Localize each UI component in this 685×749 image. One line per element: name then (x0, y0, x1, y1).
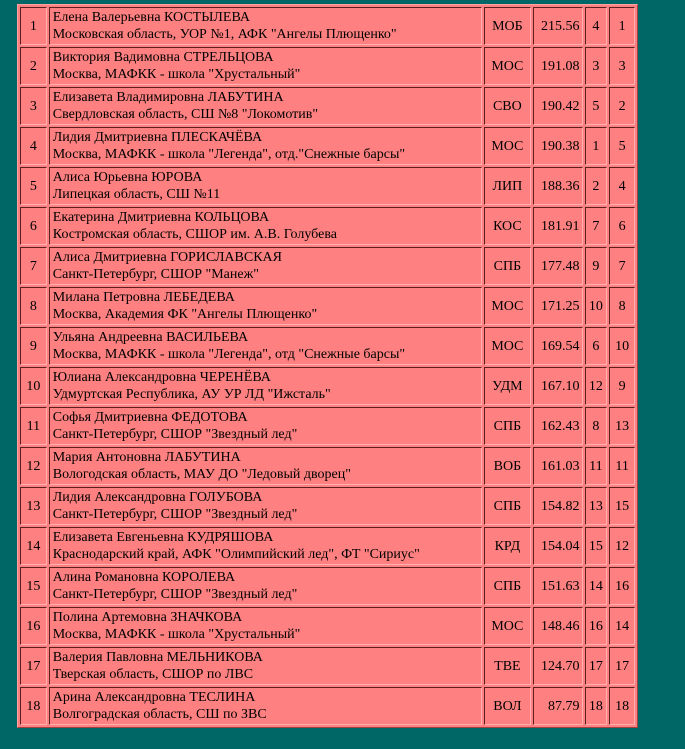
short-program-rank-cell: 6 (585, 327, 608, 365)
athlete-club: Волгоградская область, СШ по ЗВС (52, 707, 267, 722)
athlete-cell (49, 127, 482, 165)
short-program-rank-cell: 7 (585, 207, 608, 245)
free-skate-rank-cell: 1 (609, 7, 635, 45)
table-row (20, 447, 635, 485)
free-skate-rank-cell: 14 (609, 607, 635, 645)
place-cell: 1 (20, 7, 47, 45)
short-program-rank-cell: 3 (585, 47, 608, 85)
total-score-cell: 148.46 (533, 607, 582, 645)
region-cell: КРД (484, 527, 531, 565)
athlete-cell (49, 487, 482, 525)
athlete-club: Санкт-Петербург, СШОР "Звездный лед" (52, 507, 298, 522)
athlete-club: Санкт-Петербург, СШОР "Звездный лед" (52, 587, 298, 602)
athlete-club: Санкт-Петербург, СШОР "Манеж" (52, 267, 259, 282)
place-cell: 5 (20, 167, 47, 205)
region-cell: МОС (484, 327, 531, 365)
table-row (20, 687, 635, 725)
free-skate-rank-cell: 11 (609, 447, 635, 485)
place-cell: 7 (20, 247, 47, 285)
region-cell: ВОБ (484, 447, 531, 485)
region-cell: МОС (484, 287, 531, 325)
free-skate-rank-cell: 9 (609, 367, 635, 405)
total-score-cell: 171.25 (533, 287, 582, 325)
table-row (20, 327, 635, 365)
table-row (20, 527, 635, 565)
short-program-rank-cell: 12 (585, 367, 608, 405)
place-cell: 17 (20, 647, 47, 685)
short-program-rank-cell: 2 (585, 167, 608, 205)
region-cell: СПБ (484, 487, 531, 525)
athlete-cell (49, 207, 482, 245)
athlete-name: Елизавета Евгеньевна КУДРЯШОВА (52, 530, 274, 545)
short-program-rank-cell: 13 (585, 487, 608, 525)
athlete-name: Екатерина Дмитриевна КОЛЬЦОВА (52, 210, 270, 225)
total-score-cell: 151.63 (533, 567, 582, 605)
athlete-cell (49, 7, 482, 45)
athlete-club: Удмуртская Республика, АУ УР ЛД "Ижсталь" (52, 387, 331, 402)
athlete-cell (49, 367, 482, 405)
total-score-cell: 161.03 (533, 447, 582, 485)
free-skate-rank-cell: 5 (609, 127, 635, 165)
total-score-cell: 191.08 (533, 47, 582, 85)
total-score-cell: 154.04 (533, 527, 582, 565)
short-program-rank-cell: 4 (585, 7, 608, 45)
athlete-name: Арина Александровна ТЕСЛИНА (52, 690, 256, 705)
athlete-club: Москва, МАФКК - школа "Легенда", отд."Снежные барсы" (52, 147, 406, 162)
athlete-name: Юлиана Александровна ЧЕРЕНЁВА (52, 370, 271, 385)
table-row (20, 47, 635, 85)
athlete-name: Софья Дмитриевна ФЕДОТОВА (52, 410, 248, 425)
table-row (20, 287, 635, 325)
total-score-cell: 215.56 (533, 7, 582, 45)
total-score-cell: 190.42 (533, 87, 582, 125)
short-program-rank-cell: 16 (585, 607, 608, 645)
free-skate-rank-cell: 16 (609, 567, 635, 605)
table-row (20, 167, 635, 205)
region-cell: СВО (484, 87, 531, 125)
place-cell: 6 (20, 207, 47, 245)
athlete-club: Москва, МАФКК - школа "Хрустальный" (52, 67, 301, 82)
athlete-club: Москва, Академия ФК "Ангелы Плющенко" (52, 307, 318, 322)
athlete-cell (49, 527, 482, 565)
table-row (20, 7, 635, 45)
free-skate-rank-cell: 8 (609, 287, 635, 325)
athlete-cell (49, 247, 482, 285)
short-program-rank-cell: 14 (585, 567, 608, 605)
table-row (20, 487, 635, 525)
place-cell: 9 (20, 327, 47, 365)
athlete-name: Елизавета Владимировна ЛАБУТИНА (52, 90, 284, 105)
athlete-club: Москва, МАФКК - школа "Хрустальный" (52, 627, 301, 642)
athlete-club: Краснодарский край, АФК "Олимпийский лед", ФТ "Сириус" (52, 547, 420, 562)
free-skate-rank-cell: 17 (609, 647, 635, 685)
total-score-cell: 124.70 (533, 647, 582, 685)
short-program-rank-cell: 11 (585, 447, 608, 485)
athlete-cell (49, 447, 482, 485)
results-table-container (17, 4, 638, 728)
athlete-club: Москва, МАФКК - школа "Легенда", отд "Снежные барсы" (52, 347, 406, 362)
table-row (20, 207, 635, 245)
total-score-cell: 154.82 (533, 487, 582, 525)
athlete-name: Лидия Дмитриевна ПЛЕСКАЧЁВА (52, 130, 263, 145)
athlete-cell (49, 647, 482, 685)
athlete-name: Алиса Дмитриевна ГОРИСЛАВСКАЯ (52, 250, 283, 265)
free-skate-rank-cell: 15 (609, 487, 635, 525)
athlete-name: Елена Валерьевна КОСТЫЛЕВА (52, 10, 251, 25)
total-score-cell: 181.91 (533, 207, 582, 245)
place-cell: 14 (20, 527, 47, 565)
region-cell: ТВЕ (484, 647, 531, 685)
region-cell: УДМ (484, 367, 531, 405)
athlete-cell (49, 567, 482, 605)
athlete-name: Лидия Александровна ГОЛУБОВА (52, 490, 263, 505)
short-program-rank-cell: 8 (585, 407, 608, 445)
results-table (17, 4, 638, 728)
athlete-club: Свердловская область, СШ №8 "Локомотив" (52, 107, 319, 122)
athlete-name: Алина Романовна КОРОЛЕВА (52, 570, 236, 585)
place-cell: 8 (20, 287, 47, 325)
short-program-rank-cell: 9 (585, 247, 608, 285)
table-row (20, 647, 635, 685)
table-row (20, 607, 635, 645)
total-score-cell: 162.43 (533, 407, 582, 445)
place-cell: 11 (20, 407, 47, 445)
athlete-club: Костромская область, СШОР им. А.В. Голубева (52, 227, 337, 242)
athlete-cell (49, 687, 482, 725)
place-cell: 3 (20, 87, 47, 125)
region-cell: СПБ (484, 247, 531, 285)
athlete-name: Милана Петровна ЛЕБЕДЕВА (52, 290, 235, 305)
athlete-cell (49, 607, 482, 645)
athlete-club: Липецкая область, СШ №11 (52, 187, 221, 202)
athlete-cell (49, 287, 482, 325)
athlete-name: Валерия Павловна МЕЛЬНИКОВА (52, 650, 263, 665)
place-cell: 13 (20, 487, 47, 525)
region-cell: МОБ (484, 7, 531, 45)
athlete-name: Ульяна Андреевна ВАСИЛЬЕВА (52, 330, 249, 345)
athlete-cell (49, 167, 482, 205)
table-row (20, 87, 635, 125)
free-skate-rank-cell: 12 (609, 527, 635, 565)
place-cell: 10 (20, 367, 47, 405)
short-program-rank-cell: 10 (585, 287, 608, 325)
short-program-rank-cell: 17 (585, 647, 608, 685)
athlete-club: Тверская область, СШОР по ЛВС (52, 667, 254, 682)
table-row (20, 407, 635, 445)
free-skate-rank-cell: 13 (609, 407, 635, 445)
region-cell: КОС (484, 207, 531, 245)
short-program-rank-cell: 15 (585, 527, 608, 565)
free-skate-rank-cell: 3 (609, 47, 635, 85)
total-score-cell: 177.48 (533, 247, 582, 285)
region-cell: СПБ (484, 407, 531, 445)
place-cell: 16 (20, 607, 47, 645)
total-score-cell: 169.54 (533, 327, 582, 365)
region-cell: МОС (484, 127, 531, 165)
total-score-cell: 87.79 (533, 687, 582, 725)
athlete-name: Алиса Юрьевна ЮРОВА (52, 170, 203, 185)
region-cell: МОС (484, 47, 531, 85)
place-cell: 2 (20, 47, 47, 85)
total-score-cell: 167.10 (533, 367, 582, 405)
athlete-cell (49, 407, 482, 445)
athlete-name: Полина Артемовна ЗНАЧКОВА (52, 610, 243, 625)
free-skate-rank-cell: 6 (609, 207, 635, 245)
total-score-cell: 188.36 (533, 167, 582, 205)
athlete-club: Московская область, УОР №1, АФК "Ангелы Плющенко" (52, 27, 397, 42)
short-program-rank-cell: 18 (585, 687, 608, 725)
region-cell: ЛИП (484, 167, 531, 205)
region-cell: СПБ (484, 567, 531, 605)
athlete-name: Виктория Вадимовна СТРЕЛЬЦОВА (52, 50, 274, 65)
short-program-rank-cell: 5 (585, 87, 608, 125)
free-skate-rank-cell: 2 (609, 87, 635, 125)
athlete-name: Мария Антоновна ЛАБУТИНА (52, 450, 241, 465)
total-score-cell: 190.38 (533, 127, 582, 165)
athlete-cell (49, 327, 482, 365)
free-skate-rank-cell: 7 (609, 247, 635, 285)
table-row (20, 247, 635, 285)
free-skate-rank-cell: 4 (609, 167, 635, 205)
athlete-cell (49, 87, 482, 125)
athlete-club: Санкт-Петербург, СШОР "Звездный лед" (52, 427, 298, 442)
athlete-cell (49, 47, 482, 85)
free-skate-rank-cell: 10 (609, 327, 635, 365)
short-program-rank-cell: 1 (585, 127, 608, 165)
athlete-club: Вологодская область, МАУ ДО "Ледовый дворец" (52, 467, 351, 482)
table-row (20, 367, 635, 405)
free-skate-rank-cell: 18 (609, 687, 635, 725)
table-row (20, 567, 635, 605)
table-row (20, 127, 635, 165)
place-cell: 4 (20, 127, 47, 165)
place-cell: 12 (20, 447, 47, 485)
results-table-body (20, 7, 635, 725)
region-cell: МОС (484, 607, 531, 645)
region-cell: ВОЛ (484, 687, 531, 725)
place-cell: 15 (20, 567, 47, 605)
place-cell: 18 (20, 687, 47, 725)
